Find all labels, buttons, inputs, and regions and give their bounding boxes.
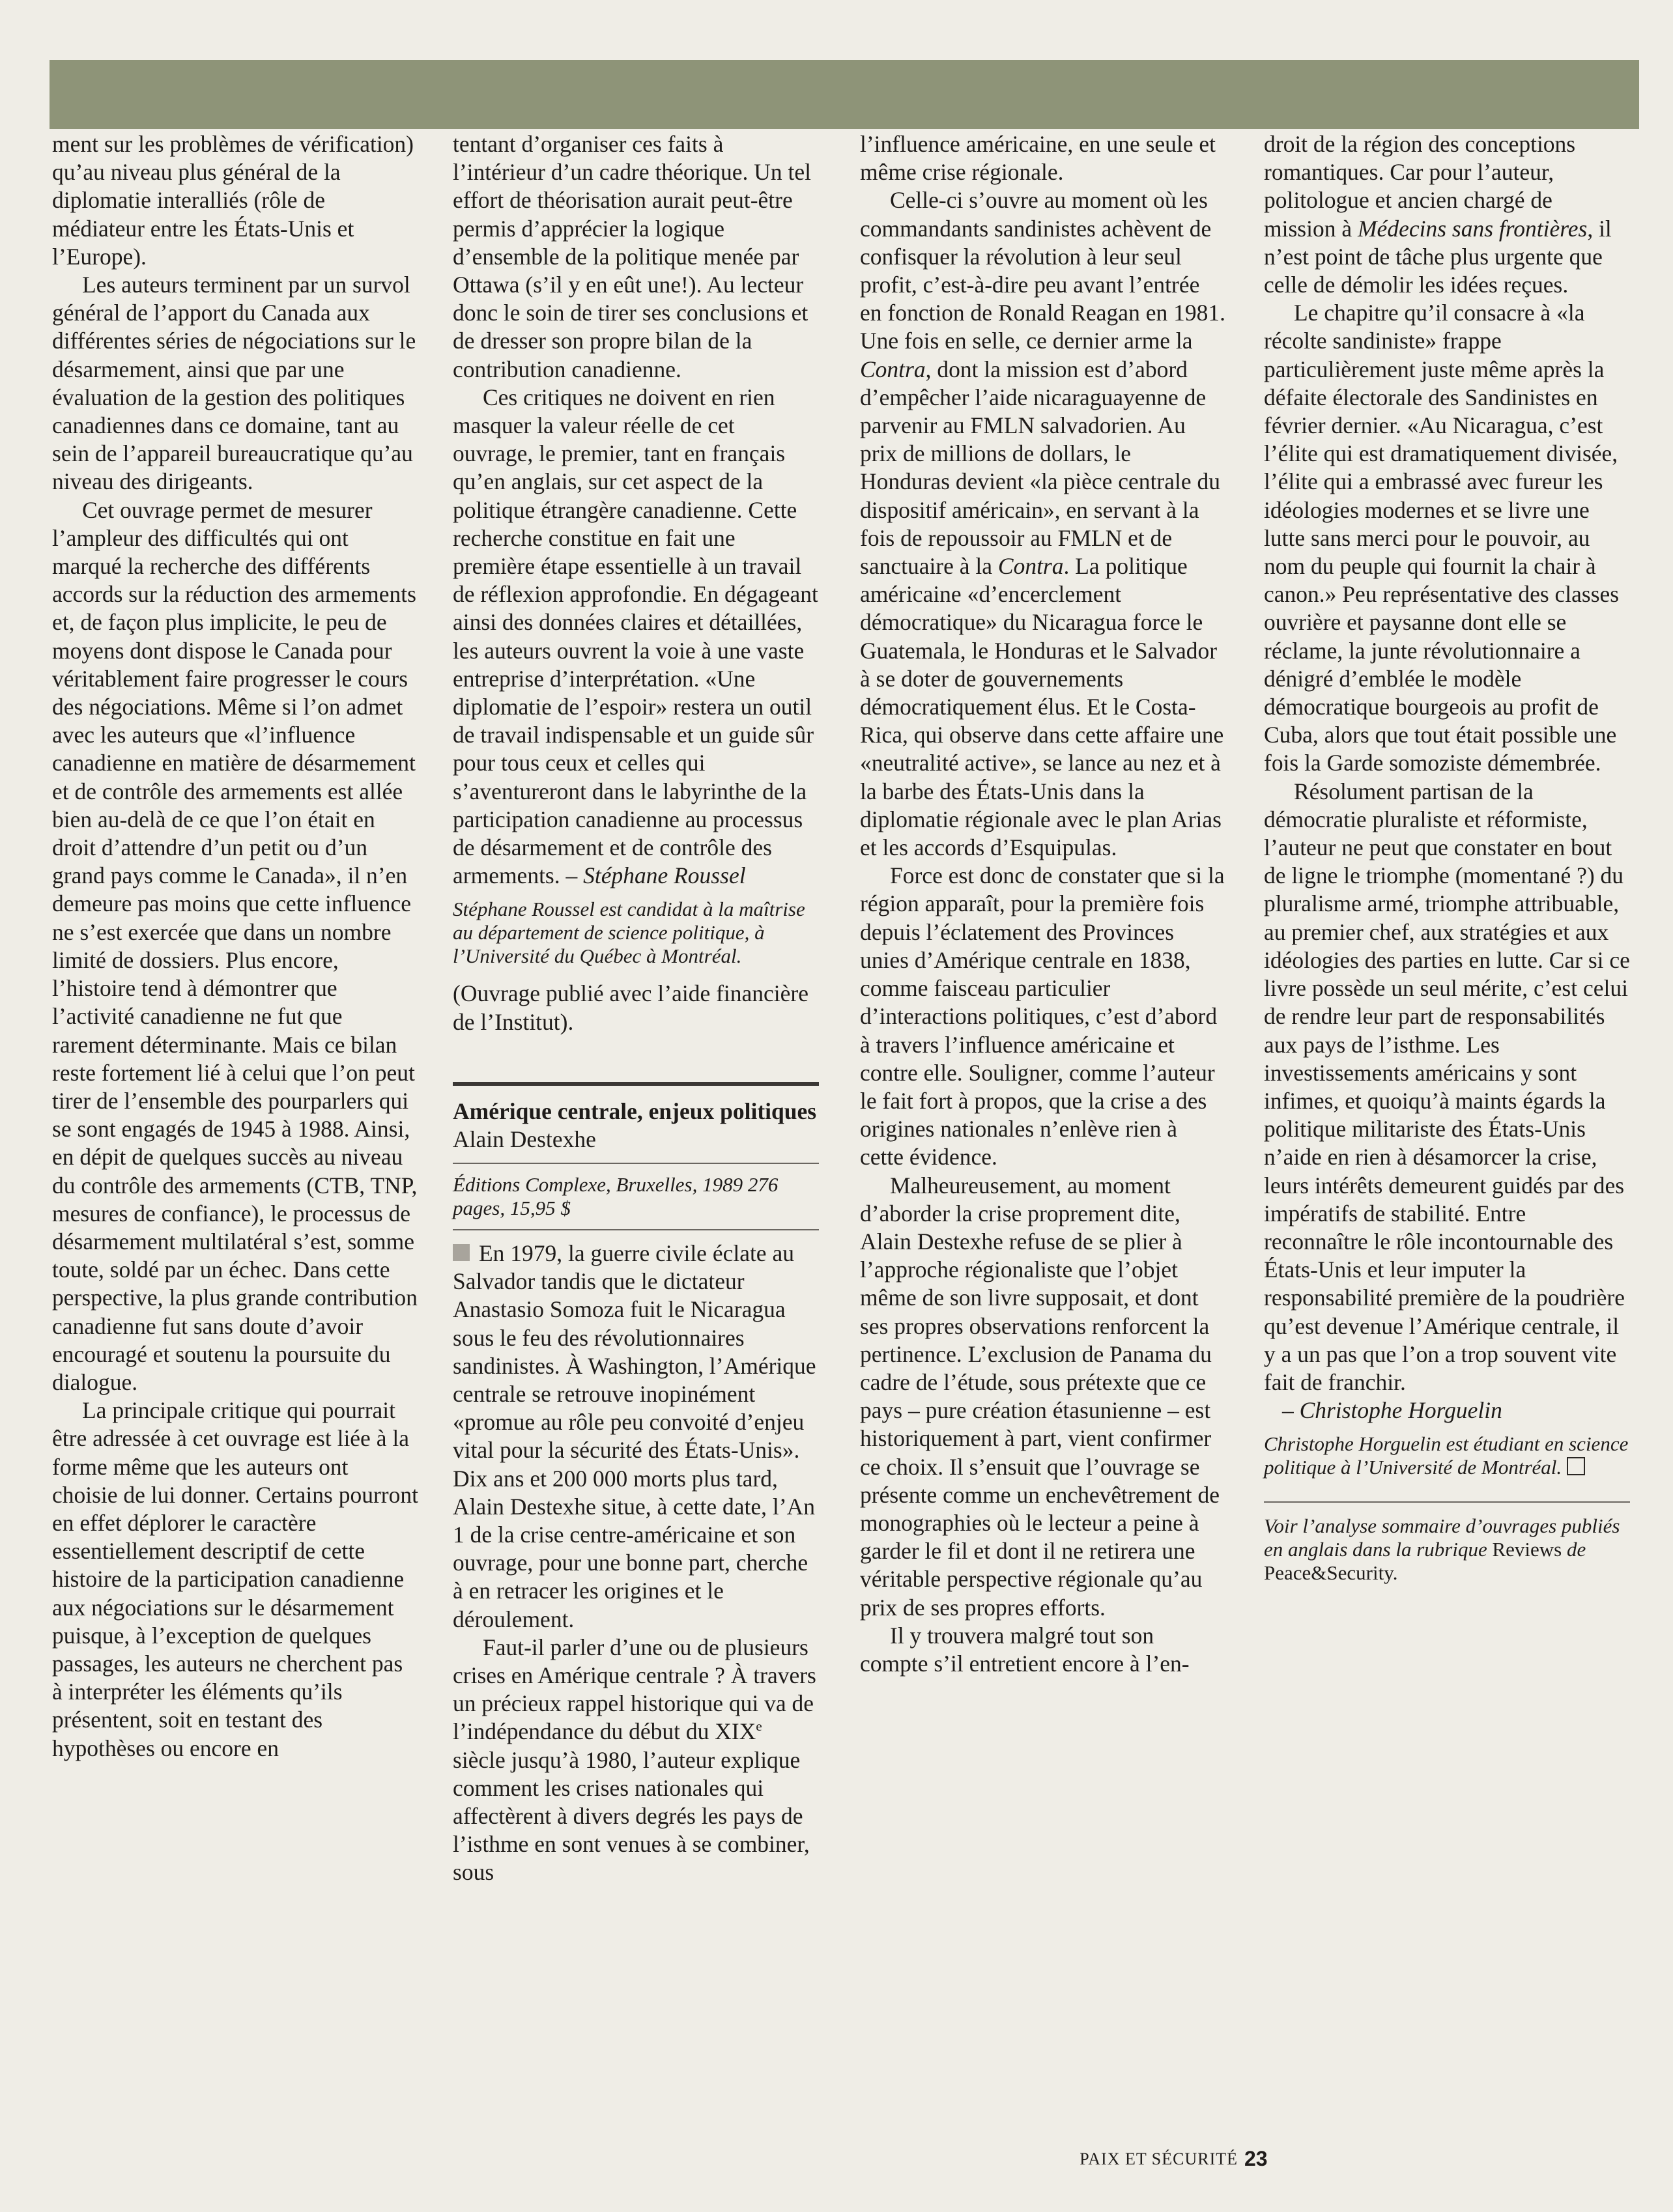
paragraph bbox=[860, 186, 1226, 862]
column-4 bbox=[1264, 130, 1630, 1585]
note-text: Voir l’analyse sommaire d’ouvrages publiés en anglais dans la rubrique bbox=[1264, 1514, 1620, 1561]
paragraph: Malheureusement, au moment d’aborder la crise proprement dite, Alain Destexhe refuse de se plier à l’approche régionaliste que l’objet même de son livre supposait, et dont ses propres observations renforcent la pertinence. L’exclusion de Panama du cadre de l’étude, sous prétexte que ce pays – pure création étasunienne – est historiquement à part, vient confirmer ce choix. Il s’ensuit que l’ouvrage se présente comme un enchevêtrement de monographies où le lecteur a peine à garder le fil et dont il ne retirera une véritable perspective régionale qu’au prix de ses propres efforts. bbox=[860, 1172, 1220, 1621]
note-text: . bbox=[1392, 1561, 1398, 1585]
note-separator bbox=[1264, 1501, 1630, 1503]
paragraph: tentant d’organiser ces faits à l’intérieur d’un cadre théorique. Un tel effort de théorisation aurait peut-être permis d’apprécier la logique d’ensemble de la politique menée par Ottawa (s’il y en eût une!). Au lecteur donc le soin de tirer ses conclusions et de dresser son propre bilan de la contribution canadienne. bbox=[453, 131, 812, 382]
paragraph: l’influence américaine, en une seule et même crise régionale. bbox=[860, 131, 1216, 186]
paragraph-text: . La politique américaine «d’encerclement démocratique» du Nicaragua force le Guatemala, le Honduras et le Salvador à se doter de gouvernements démocratiquement élus. Et le Costa-Rica, qui observe dans cette affaire une «neutralité active», se lance au nez et à la barbe des États-Unis dans la diplomatie régionale avec le plan Arias et les accords d’Esquipulas. bbox=[860, 553, 1224, 861]
italic-term: Contra bbox=[860, 356, 926, 382]
square-bullet-icon bbox=[453, 1244, 470, 1261]
note-text: Peace&Security bbox=[1264, 1561, 1393, 1585]
column-2 bbox=[453, 130, 819, 1887]
paragraph bbox=[453, 1634, 819, 1887]
review-signature: – Christophe Horguelin bbox=[1282, 1397, 1502, 1424]
review-signature: – Stéphane Roussel bbox=[565, 862, 746, 889]
italic-term: Contra bbox=[997, 553, 1064, 580]
paragraph: Les auteurs terminent par un survol général de l’apport du Canada aux différentes séries de négociations sur le désarmement, ainsi que par une évaluation de la gestion des politiques canadiennes dans ce domaine, tant au sein de l’appareil bureaucratique qu’au niveau des dirigeants. bbox=[52, 272, 416, 495]
review-publication-info: Éditions Complexe, Bruxelles, 1989 276 pages, 15,95 $ bbox=[453, 1172, 779, 1219]
paragraph: Le chapitre qu’il consacre à «la récolte sandiniste» frappe particulièrement juste même après la défaite électorale des Sandinistes en février dernier. «Au Nicaragua, c’est l’élite qui est dramatiquement divisée, l’élite qui a embrassé avec fureur les idéologies modernes et se livre une lutte sans merci pour le pouvoir, au nom du peuple qui fournit la chair à canon.» Peu représentative des classes ouvrière et paysanne dont elle se réclame, la junte révolutionnaire a dénigré d’emblée le modèle démocratique bourgeois au profit de Cuba, alors que tout était possible une fois la Garde somoziste démembrée. bbox=[1264, 300, 1620, 776]
paragraph bbox=[453, 384, 819, 890]
end-square-icon bbox=[1567, 1457, 1585, 1475]
page-number: 23 bbox=[1244, 2147, 1268, 2170]
paragraph-text: En 1979, la guerre civile éclate au Salvador tandis que le dictateur Anastasio Somoza fuit le Nicaragua sous le feu des révolutionnaires sandinistes. À Washington, l’Amérique centrale se retrouve inopinément «promue au rôle peu convoité d’enjeu vital pour la sécurité des États-Unis». Dix ans et 200 000 morts plus tard, Alain Destexhe situe, à cette date, l’An 1 de la crise centre-américaine et son ouvrage, pour une bonne part, cherche à en retracer les origines et le déroulement. bbox=[453, 1240, 816, 1632]
paragraph-text: Faut-il parler d’une ou de plusieurs crises en Amérique centrale ? À travers un précieux rappel historique qui va de l’indépendance du début du XIX bbox=[453, 1634, 816, 1745]
paragraph-text: Ces critiques ne doivent en rien masquer la valeur réelle de cet ouvrage, le premier, tant en français qu’en anglais, sur cet aspect de la politique étrangère canadienne. Cette recherche constitue en fait une première étape essentielle à un travail de réflexion approfondie. En dégageant ainsi des données claires et détaillées, les auteurs ouvrent la voie à une vaste entreprise d’interprétation. «Une diplomatie de l’espoir» restera un outil de travail indispensable et un guide sûr pour tous ceux et celles qui s’aventureront dans le labyrinthe de la participation canadienne au processus de désarmement et de contrôle des armements. bbox=[453, 384, 818, 889]
review-title: Amérique centrale, enjeux politiques bbox=[453, 1098, 817, 1124]
note-text: Reviews bbox=[1492, 1538, 1562, 1561]
paragraph: Il y trouvera malgré tout son compte s’il entretient encore à l’en- bbox=[860, 1622, 1190, 1677]
paragraph: Cet ouvrage permet de mesurer l’ampleur des difficultés qui ont marqué la recherche des différents accords sur la réduction des armements et, de façon plus implicite, le peu de moyens dont dispose le Canada pour véritablement faire progresser le cours des négociations. Même si l’on admet avec les auteurs que «l’influence canadienne en matière de désarmement et de contrôle des armements est allée bien au-delà de ce que l’on était en droit d’attendre d’un petit ou d’un grand pays comme le Canada», il n’en demeure pas moins que cette influence ne s’est exercée que dans un nombre limité de dossiers. Plus encore, l’histoire tend à démontrer que l’activité canadienne ne fut que rarement déterminante. Mais ce bilan reste fortement lié à celui que l’on peut tirer de l’ensemble des pourparlers qui se sont engagés de 1945 à 1988. Ainsi, en dépit de quelques succès au niveau du contrôle des armements (CTB, TNP, mesures de confiance), le processus de désarmement multilatéral s’est, somme toute, soldé par un échec. Dans cette perspective, la plus grande contribution canadienne fut sans doute d’avoir encouragé et soutenu la poursuite du dialogue. bbox=[52, 496, 418, 1395]
italic-term: Médecins sans frontières bbox=[1357, 215, 1588, 242]
header-color-band bbox=[50, 60, 1639, 129]
paragraph: ment sur les problèmes de vérification) qu’au niveau plus général de la diplomatie interalliés (rôle de médiateur entre les États-Unis et l’Europe). bbox=[52, 131, 414, 270]
see-also-note bbox=[1264, 1514, 1630, 1585]
column-3 bbox=[860, 130, 1226, 1678]
paragraph-text: , il n’est point de tâche plus urgente que celle de démolir les idées reçues. bbox=[1264, 215, 1612, 298]
paragraph bbox=[1264, 130, 1630, 299]
journal-name: PAIX ET SÉCURITÉ bbox=[1080, 2149, 1238, 2168]
paragraph-text: siècle jusqu’à 1980, l’auteur explique comment les crises nationales qui affectèrent à divers degrés les pays de l’isthme en sont venues à se combiner, sous bbox=[453, 1746, 810, 1886]
review-rule bbox=[453, 1229, 819, 1230]
paragraph: La principale critique qui pourrait être adressée à cet ouvrage est liée à la forme même que les auteurs ont choisie de lui donner. Certains pourront en effet déplorer le caractère essentiellement descriptif de cette histoire de la participation canadienne aux négociations sur le désarmement puisque, à l’exception de quelques passages, les auteurs ne cherchent pas à interpréter les éléments qu’ils présentent, soit en testant des hypothèses ou encore en bbox=[52, 1397, 418, 1761]
funding-note: (Ouvrage publié avec l’aide financière de l’Institut). bbox=[453, 980, 809, 1035]
bio-text: Christophe Horguelin est étudiant en science politique à l’Université de Montréal. bbox=[1264, 1432, 1629, 1479]
paragraph-text: Celle-ci s’ouvre au moment où les commandants sandinistes achèvent de confisquer la révolution à leur seul profit, c’est-à-dire peu avant l’entrée en fonction de Ronald Reagan en 1981. Une fois en selle, ce dernier arme la bbox=[860, 187, 1225, 354]
reviewer-bio bbox=[1264, 1432, 1630, 1479]
review-book-author: Alain Destexhe bbox=[453, 1126, 596, 1152]
review-separator bbox=[453, 1082, 819, 1086]
paragraph: Force est donc de constater que si la région apparaît, pour la première fois depuis l’éclatement des Provinces unies d’Amérique centrale en 1838, comme faisceau particulier d’interactions politiques, c’est d’abord à travers l’influence américaine et contre elle. Souligner, comme l’auteur le fait fort à propos, que la crise a des origines nationales n’enlève rien à cette évidence. bbox=[860, 862, 1225, 1170]
column-1 bbox=[52, 130, 418, 1763]
paragraph-text: droit de la région des conceptions romantiques. Car pour l’auteur, politologue et ancien chargé de mission à bbox=[1264, 131, 1576, 242]
reviewer-bio: Stéphane Roussel est candidat à la maîtrise au département de science politique, à l’Université du Québec à Montréal. bbox=[453, 898, 805, 968]
note-text: de bbox=[1562, 1538, 1586, 1561]
paragraph: Résolument partisan de la démocratie pluraliste et réformiste, l’auteur ne peut que constater en bout de ligne le triomphe (momentané ?) du pluralisme armé, triomphe attribuable, au premier chef, aux stratégies et aux idéologies des parties en lutte. Car si ce livre possède un seul mérite, c’est celui de rendre leur part de responsabilités aux pays de l’isthme. Les investissements américains y sont infimes, et quoiqu’à maints égards la politique militariste des États-Unis n’aide en rien à désamorcer la crise, leurs intérêts demeurent guidés par des impératifs de stabilité. Entre reconnaître le rôle incontournable des États-Unis et leur imputer la responsabilité première de la poudrière qu’est devenue l’Amérique centrale, il y a un pas que l’on a trop souvent vite fait de franchir. bbox=[1264, 778, 1630, 1395]
paragraph-text: , dont la mission est d’abord d’empêcher l’aide nicaraguayenne de parvenir au FMLN salvadorien. Au prix de millions de dollars, le Honduras devient «la pièce centrale du dispositif américain», en servant à la fois de repoussoir au FMLN et de sanctuaire à la bbox=[860, 356, 1220, 580]
review-rule bbox=[453, 1163, 819, 1164]
paragraph bbox=[453, 1240, 819, 1634]
superscript: e bbox=[756, 1718, 762, 1735]
